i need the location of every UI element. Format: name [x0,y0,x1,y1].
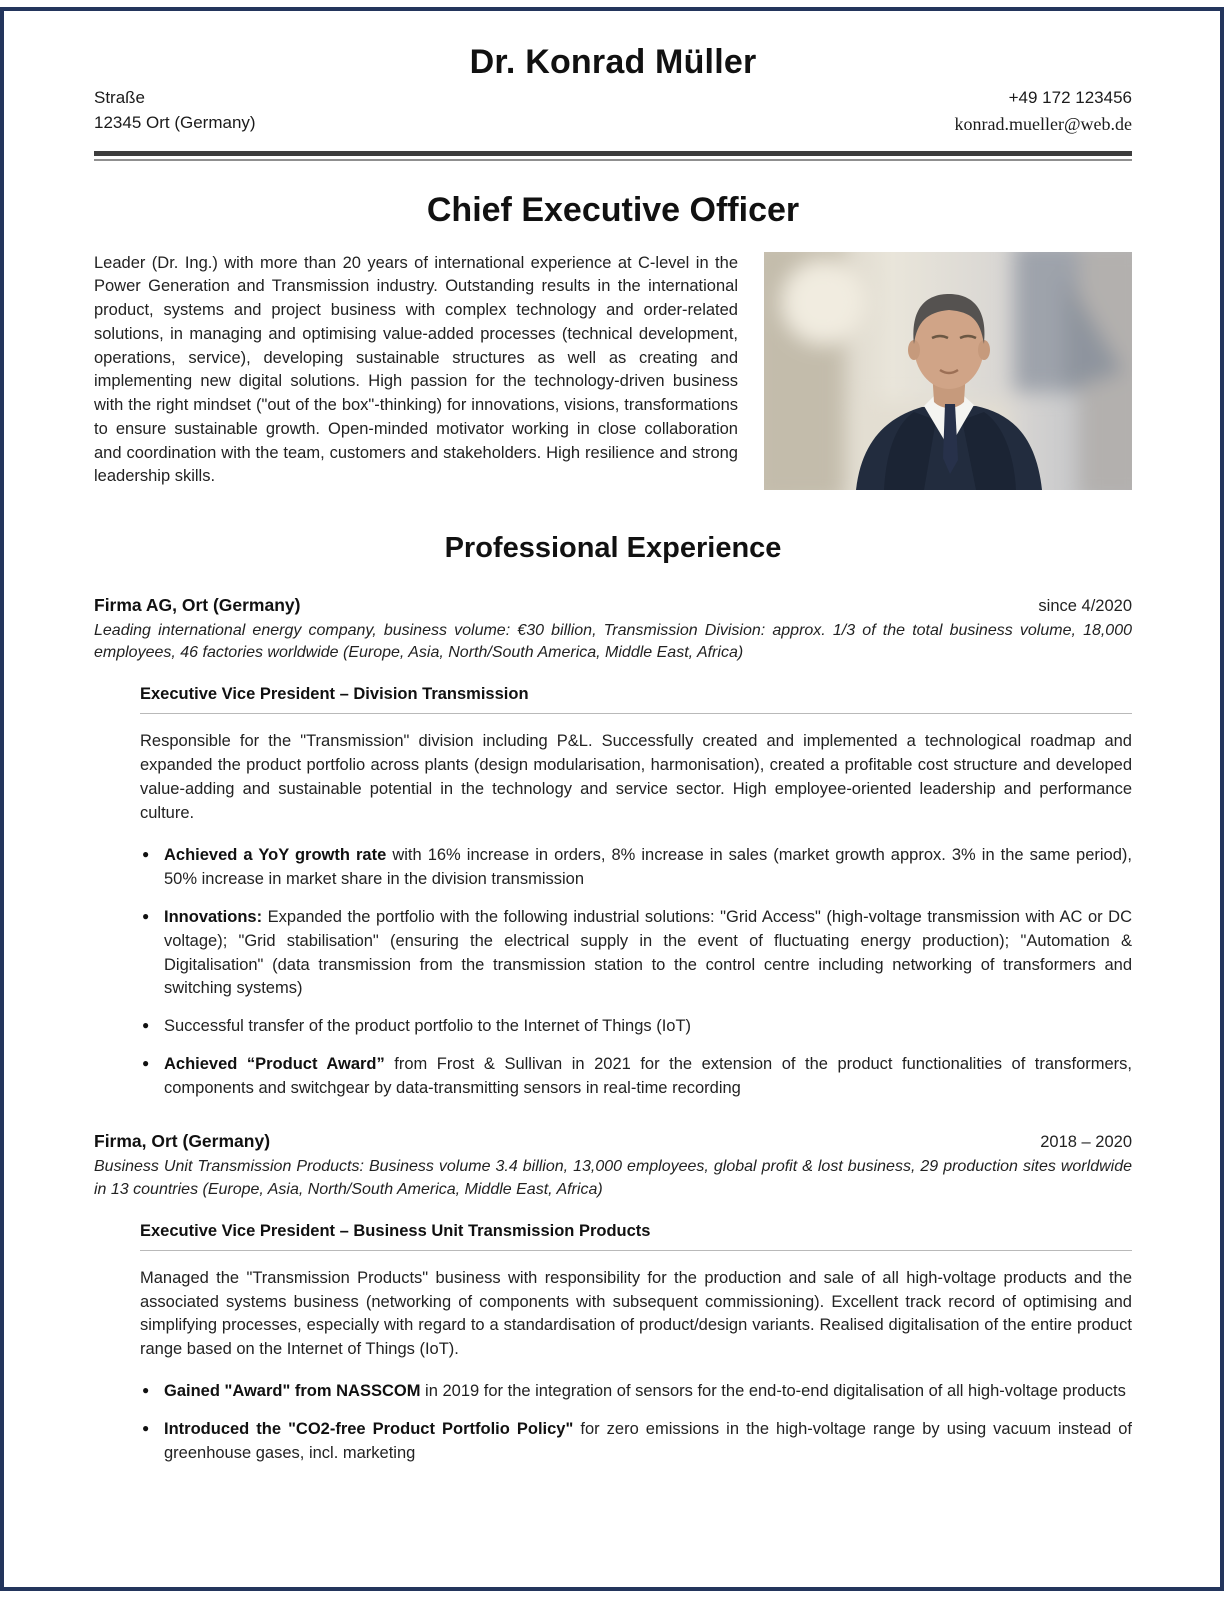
profile-photo [764,252,1132,490]
job-body [140,1222,1132,1466]
company-description: Business Unit Transmission Products: Business volume 3.4 billion, 13,000 employees, global profit & lost business, 29 production sites worldwide in 13 countries (Europe, Asia, North/South America, Middle East, Africa) [94,1158,1132,1198]
job-header [94,595,1132,616]
job-position-title: Executive Vice President – Business Unit Transmission Products [140,1222,1132,1251]
achievement-highlight: Gained "Award" from NASSCOM [164,1382,421,1401]
person-name: Dr. Konrad Müller [469,43,757,81]
job-body [140,685,1132,1101]
header-divider [94,151,1132,161]
address-line-2: 12345 Ort (Germany) [94,112,256,132]
achievement-item: ● Achieved “Product Award” from Frost & Sullivan in 2021 for the extension of the product functionalities of transformers, components and switchgear by data-transmitting sensors in real-time recording [140,1053,1132,1101]
achievement-item: ● Innovations: Expanded the portfolio with the following industrial solutions: "Grid Access" (high-voltage transmission with AC or DC voltage); "Grid stabilisation" (ensuring the electrical supply in the event of fluctuating energy production); "Automation & Digitalisation" (data transmission from the transmission station to the control centre including networking of transformers and switching systems) [140,906,1132,1002]
job-company: Firma, Ort (Germany) [94,1131,271,1152]
job-header [94,1131,1132,1152]
achievement-highlight: Innovations: [164,907,263,926]
summary-block [94,252,1132,490]
job-summary: Responsible for the "Transmission" division including P&L. Successfully created and implemented a technological roadmap and expanded the product portfolio across plants (design modularisation, harmonisation), created a profitable cost structure and developed value-adding and sustainable potential in the technology and service sector. High employee-oriented leadership and performance culture. [140,732,1132,822]
achievement-highlight: Introduced the "CO2-free Product Portfolio Policy" [164,1420,574,1439]
job-dates: 2018 – 2020 [1040,1133,1132,1152]
portrait-illustration [764,252,1132,490]
achievement-item: ● Achieved a YoY growth rate with 16% increase in orders, 8% increase in sales (market growth approx. 3% in the same period), 50% increase in market share in the division transmission [140,844,1132,892]
job-company: Firma AG, Ort (Germany) [94,594,301,615]
company-description: Leading international energy company, business volume: €30 billion, Transmission Division: approx. 1/3 of the total business volume, 18,000 employees, 46 factories worldwide (Europe, Asia, North/South America, Middle East, Africa) [94,621,1132,662]
job-summary: Managed the "Transmission Products" business with responsibility for the production and sale of all high-voltage products and the associated systems business (networking of components with subsequent commissioning). Excellent track record of optimising and simplifying processes, especially with regard to a standardisation of product/design variants. Realised digitalisation of the entire product range based on the Internet of Things (IoT). [140,1268,1132,1359]
section-heading-professional-experience: Professional Experience [444,531,782,564]
achievement-list [140,1380,1132,1466]
email-address: konrad.mueller@web.de [954,113,1132,134]
cv-page [0,7,1224,1591]
job-position-title: Executive Vice President – Division Transmission [140,685,1132,714]
role-title: Chief Executive Officer [426,190,800,229]
achievement-list [140,844,1132,1101]
address-block [94,86,256,135]
achievement-item: ● Gained "Award" from NASSCOM in 2019 for the integration of sensors for the end-to-end digitalisation of all high-voltage products [140,1380,1132,1404]
contact-row [94,86,1132,137]
profile-summary: Leader (Dr. Ing.) with more than 20 years of international experience at C-level in the Power Generation and Transmission industry. Outstanding results in the international product, systems and project business with complex technology and order-related solutions, in managing and optimising value-added processes (technical development, operations, service), developing sustainable structures as well as creating and implementing new digital solutions. High passion for the technology-driven business with the right mindset ("out of the box"-thinking) for innovations, visions, transformations to ensure sustainable growth. Open-minded motivator working in close collaboration and coordination with the team, customers and stakeholders. High resilience and strong leadership skills. [94,253,738,486]
job-dates: since 4/2020 [1038,596,1132,615]
job-entry [94,1131,1132,1466]
achievement-item: ● Introduced the "CO2-free Product Portfolio Policy" for zero emissions in the high-voltage range by using vacuum instead of greenhouse gases, incl. marketing [140,1418,1132,1466]
address-line-1: Straße [94,88,146,107]
achievement-highlight: Achieved “Product Award” [164,1055,385,1074]
phone-number: +49 172 123456 [1008,88,1132,107]
achievement-item: ● Successful transfer of the product portfolio to the Internet of Things (IoT) [140,1015,1132,1039]
contact-block [954,86,1132,137]
job-entry [94,595,1132,1101]
jobs [94,595,1132,1466]
achievement-highlight: Achieved a YoY growth rate [164,845,387,864]
header [94,43,1132,161]
